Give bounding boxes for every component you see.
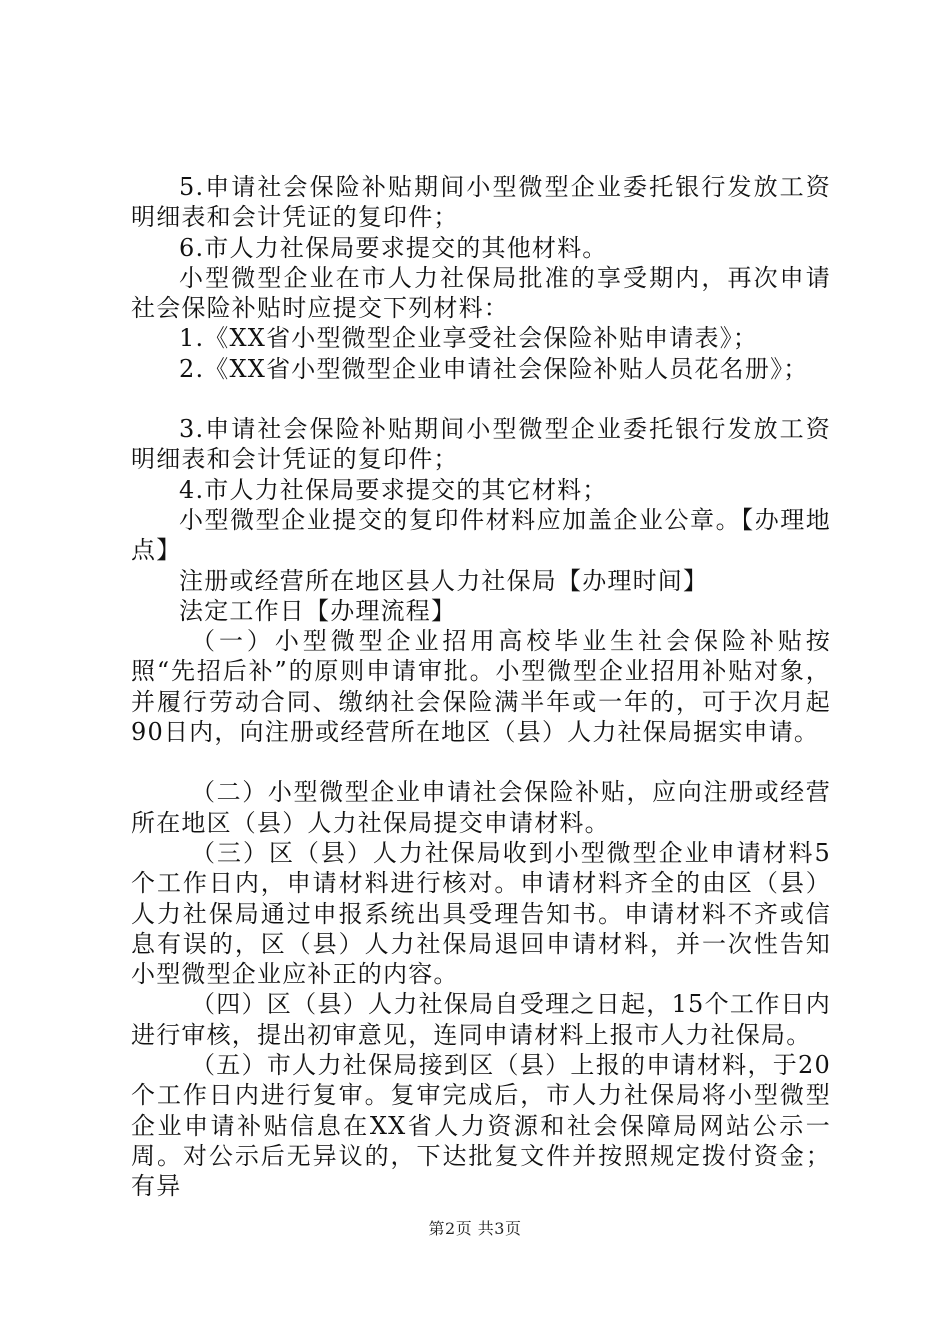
page-number-label: 第2页 共3页 (428, 1219, 522, 1238)
paragraph-item-6: 6.市人力社保局要求提交的其他材料。 (179, 233, 608, 262)
paragraph-process-1: （一）小型微型企业招用高校毕业生社会保险补贴按照“先招后补”的原则申请审批。小型微型企业招用补贴对象，并履行劳动合同、缴纳社会保险满半年或一年的，可于次月起90日内，向注册或经营所在地区（县）人力社保局据实申请。 (131, 627, 831, 747)
paragraph-process-5: （五）市人力社保局接到区（县）上报的申请材料，于20个工作日内进行复审。复审完成后，市人力社保局将小型微型企业申请补贴信息在XX省人力资源和社会保障局网站公示一周。对公示后无异议的，下达批复文件并按照规定拨付资金；有异 (131, 1051, 831, 1201)
paragraph-resubmit-item-1: 1.《XX省小型微型企业享受社会保险补贴申请表》； (179, 324, 759, 353)
paragraph-resubmit-item-2: 2.《XX省小型微型企业申请社会保险补贴人员花名册》； (179, 354, 809, 383)
document-body (131, 172, 831, 1202)
paragraph-resubmit-item-4: 4.市人力社保局要求提交的其它材料； (179, 475, 608, 504)
paragraph-resubmit-intro: 小型微型企业在市人力社保局批准的享受期内，再次申请社会保险补贴时应提交下列材料： (131, 263, 831, 323)
paragraph-time: 法定工作日【办理流程】 (179, 596, 457, 625)
paragraph-spacer (131, 747, 831, 777)
paragraph-process-4: （四）区（县）人力社保局自受理之日起，15个工作日内进行审核，提出初审意见，连同申请材料上报市人力社保局。 (131, 990, 831, 1049)
paragraph-seal-note: 小型微型企业提交的复印件材料应加盖企业公章。【办理地点】 (131, 505, 831, 565)
paragraph-process-3: （三）区（县）人力社保局收到小型微型企业申请材料5个工作日内，申请材料进行核对。申请材料齐全的由区（县）人力社保局通过申报系统出具受理告知书。申请材料不齐或信息有误的，区（县）人力社保局退回申请材料，并一次性告知小型微型企业应补正的内容。 (131, 838, 831, 989)
paragraph-item-5: 5.申请社会保险补贴期间小型微型企业委托银行发放工资明细表和会计凭证的复印件； (131, 173, 831, 232)
page-footer (0, 1216, 950, 1239)
paragraph-location: 注册或经营所在地区县人力社保局【办理时间】 (179, 566, 709, 595)
paragraph-resubmit-item-3: 3.申请社会保险补贴期间小型微型企业委托银行发放工资明细表和会计凭证的复印件； (131, 415, 831, 474)
paragraph-process-2: （二）小型微型企业申请社会保险补贴，应向注册或经营所在地区（县）人力社保局提交申请材料。 (131, 778, 831, 837)
paragraph-spacer (131, 384, 831, 414)
